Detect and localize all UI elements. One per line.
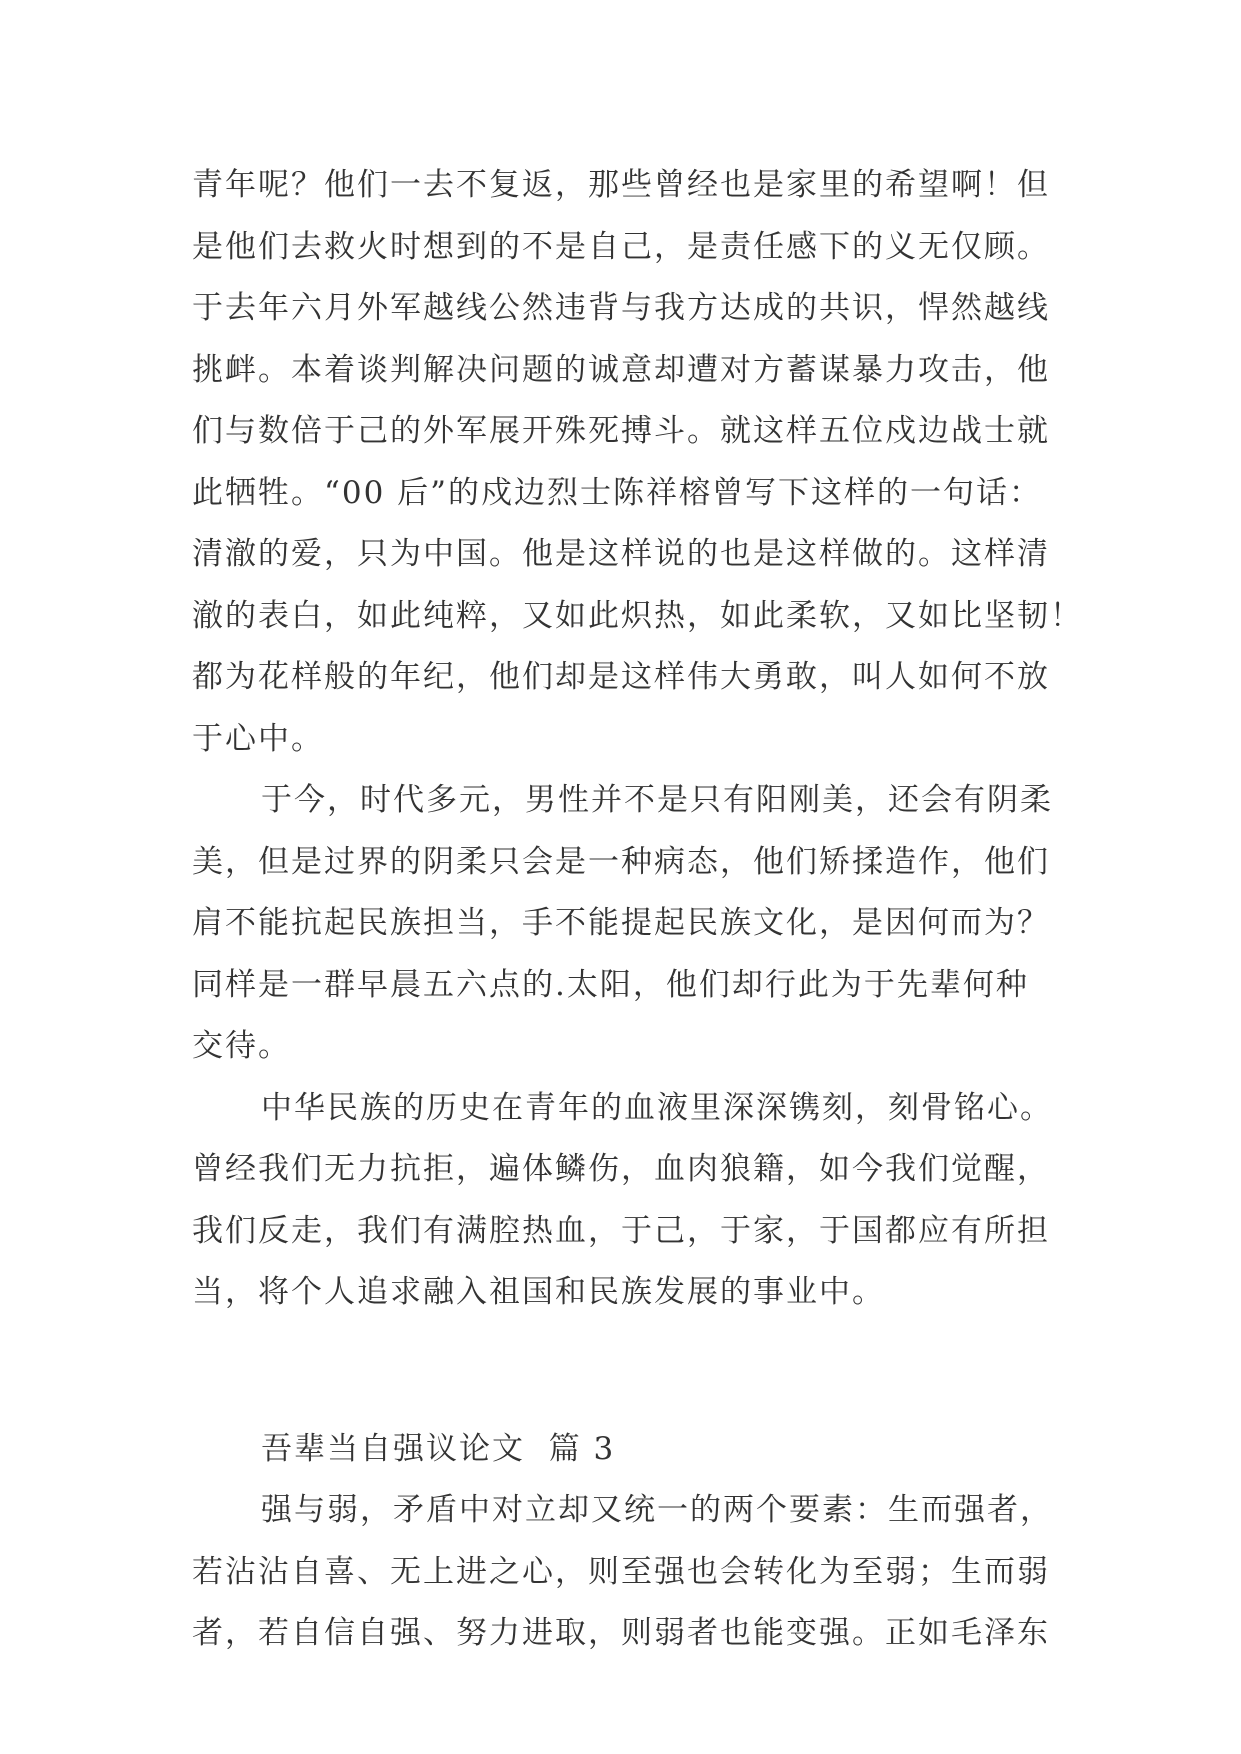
document-body: [192, 155, 1083, 1665]
paragraph-2: [192, 770, 1052, 1078]
text-line: 中华民族的历史在青年的血液里深深镌刻，刻骨铭心。: [261, 1089, 1053, 1126]
text-line: 美，但是过界的阴柔只会是一种病态，他们矫揉造作，他们: [192, 843, 1050, 880]
text-line: 强与弱，矛盾中对立却又统一的两个要素：生而强者，: [261, 1492, 1053, 1528]
text-line: 当，将个人追求融入祖国和民族发展的事业中。: [192, 1274, 885, 1310]
text-line: 者，若自信自强、努力进取，则弱者也能变强。正如毛泽东: [192, 1615, 1050, 1651]
text-line: 若沾沾自喜、无上进之心，则至强也会转化为至弱；生而弱: [192, 1553, 1050, 1590]
text-line: 青年呢？他们一去不复返，那些曾经也是家里的希望啊！但: [192, 167, 1050, 203]
text-line: 都为花样般的年纪，他们却是这样伟大勇敢，叫人如何不放: [192, 659, 1050, 695]
text-line: 澈的表白，如此纯粹，又如此炽热，如此柔软，又如比坚韧！: [192, 597, 1083, 634]
text-line: 于心中。: [192, 720, 324, 757]
paragraph-4: [192, 1480, 1052, 1665]
text-line: 是他们去救火时想到的不是自己，是责任感下的义无仅顾。: [192, 228, 1050, 265]
text-line: 曾经我们无力抗拒，遍体鳞伤，血肉狼籍，如今我们觉醒，: [192, 1151, 1050, 1187]
text-line: 交待。: [192, 1028, 291, 1064]
paragraph-3: [192, 1078, 1052, 1324]
text-line: 们与数倍于己的外军展开殊死搏斗。就这样五位戍边战士就: [192, 413, 1050, 449]
section-heading: 吾辈当自强议论文 篇 3: [261, 1430, 616, 1467]
paragraph-1: [192, 155, 1083, 770]
text-line: 同样是一群早晨五六点的.太阳，他们却行此为于先辈何种: [192, 966, 1029, 1003]
text-line: 挑衅。本着谈判解决问题的诚意却遭对方蓄谋暴力攻击，他: [192, 351, 1050, 388]
section-spacer: [192, 1324, 1052, 1419]
text-line: 此牺牲。“00 后”的戍边烈士陈祥榕曾写下这样的一句话：: [192, 474, 1042, 511]
text-line: 于去年六月外军越线公然违背与我方达成的共识，悍然越线: [192, 290, 1050, 326]
text-line: 于今，时代多元，男性并不是只有阳刚美，还会有阴柔: [261, 782, 1053, 818]
text-line: 清澈的爱，只为中国。他是这样说的也是这样做的。这样清: [192, 536, 1050, 572]
text-line: 肩不能抗起民族担当，手不能提起民族文化，是因何而为？: [192, 905, 1050, 941]
text-line: 我们反走，我们有满腔热血，于己，于家，于国都应有所担: [192, 1212, 1050, 1249]
